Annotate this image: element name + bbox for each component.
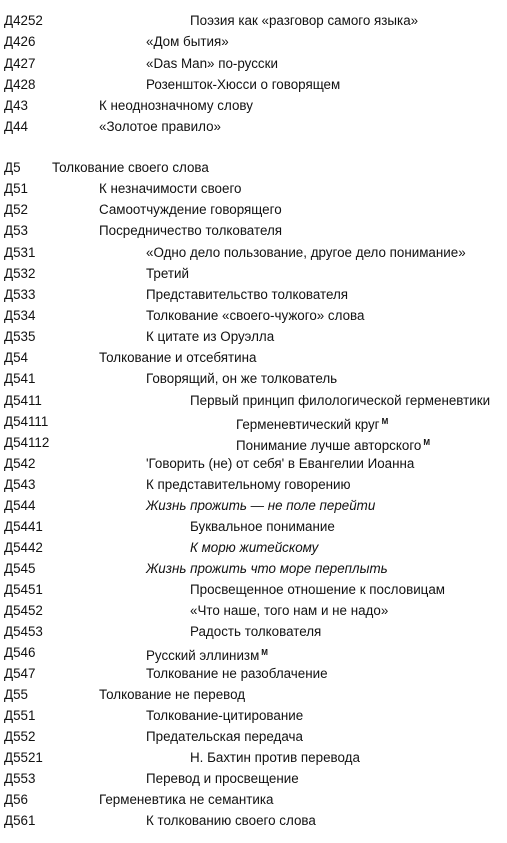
toc-entry-title-text: Толкование не разоблачение <box>146 666 328 681</box>
toc-entry <box>0 178 507 199</box>
toc-entry-title-text: Понимание лучше авторского <box>236 438 422 453</box>
toc-entry-title-text: Русский эллинизм <box>146 648 260 663</box>
toc-entry <box>0 157 507 178</box>
toc-entry-code: Д5521 <box>4 750 43 765</box>
toc-entry <box>0 326 507 347</box>
toc-entry-code: Д561 <box>4 813 36 828</box>
toc-entry-title <box>146 768 299 789</box>
toc-entry <box>0 95 507 116</box>
toc-entry-code: Д544 <box>4 498 36 513</box>
toc-entry <box>0 432 507 453</box>
toc-entry-code: Д534 <box>4 308 36 323</box>
toc-entry-title <box>99 199 282 220</box>
toc-entry-title <box>99 220 282 241</box>
toc-entry-title-text: Поэзия как «разговор самого языка» <box>190 13 419 28</box>
toc-entry <box>0 10 507 31</box>
toc-entry-title <box>190 579 445 600</box>
toc-entry-code: Д5411 <box>4 393 42 408</box>
toc-entry <box>0 53 507 74</box>
toc-entry-code: Д531 <box>4 245 36 260</box>
toc-entry-code: Д56 <box>4 792 28 807</box>
toc-entry <box>0 220 507 241</box>
toc-entry-title-text: Первый принцип филологической герменевтики <box>190 393 491 408</box>
toc-entry-title-text: К представительному говорению <box>146 477 351 492</box>
toc-entry-title-text: Третий <box>146 266 189 281</box>
toc-entry-title-text: Перевод и просвещение <box>146 771 299 786</box>
toc-entry-title-text: Радость толкователя <box>190 624 322 639</box>
toc-entry-title <box>52 157 209 178</box>
toc-entry-title <box>146 31 229 52</box>
toc-entry <box>0 558 507 579</box>
toc-entry-code: Д5451 <box>4 582 43 597</box>
toc-entry <box>0 242 507 263</box>
toc-entry-title <box>146 474 351 495</box>
toc-entry-code: Д428 <box>4 77 36 92</box>
toc-entry-title-text: Герменевтический круг <box>236 417 380 432</box>
toc-entry-title-text: К неоднозначному слову <box>99 98 253 113</box>
toc-entry <box>0 474 507 495</box>
toc-entry-code: Д5452 <box>4 603 43 618</box>
toc-entry <box>0 600 507 621</box>
toc-entry-title <box>146 305 364 326</box>
toc-entry-code: Д533 <box>4 287 36 302</box>
toc-entry <box>0 642 507 663</box>
toc-entry-title-text: Толкование «своего-чужого» слова <box>146 308 365 323</box>
toc-entry-code: Д545 <box>4 561 36 576</box>
toc-entry-code: Д427 <box>4 56 36 71</box>
toc-entry-title <box>146 663 328 684</box>
toc-entry-title <box>146 284 348 305</box>
toc-entry-title-text: «Одно дело пользование, другое дело понимание» <box>146 245 466 260</box>
toc-entry-code: Д5441 <box>4 519 43 534</box>
toc-entry-code: Д5442 <box>4 540 43 555</box>
toc-entry-code: Д426 <box>4 34 36 49</box>
toc-entry-title <box>190 600 388 621</box>
toc-entry-title <box>99 684 245 705</box>
toc-entry-code: Д551 <box>4 708 36 723</box>
toc-entry-title <box>146 495 375 516</box>
toc-entry-title-text: Просвещенное отношение к пословицам <box>190 582 446 597</box>
toc-entry-title <box>146 74 340 95</box>
toc-entry-code: Д553 <box>4 771 36 786</box>
toc-entry-code: Д5 <box>4 160 21 175</box>
toc-entry-title-text: 'Говорить (не) от себя' в Евангелии Иоанна <box>146 456 415 471</box>
toc-entry <box>0 768 507 789</box>
toc-entry <box>0 263 507 284</box>
toc-entry-title-text: К толкованию своего слова <box>146 813 316 828</box>
toc-entry-title-text: Толкование и отсебятина <box>99 350 257 365</box>
toc-entry-title <box>146 326 274 347</box>
toc-entry <box>0 621 507 642</box>
toc-entry-title <box>190 516 335 537</box>
toc-entry-title-text: Толкование своего слова <box>52 160 209 175</box>
toc-entry-title-text: К цитате из Оруэлла <box>146 329 275 344</box>
toc-entry-title-text: Розеншток-Хюсси о говорящем <box>146 77 341 92</box>
toc-entry-title-text: «Дом бытия» <box>146 34 229 49</box>
toc-entry-title <box>99 789 273 810</box>
toc-entry <box>0 516 507 537</box>
toc-entry-title-text: «Золотое правило» <box>99 119 221 134</box>
toc-entry <box>0 116 507 137</box>
toc-entry-title-text: «Что наше, того нам и не надо» <box>190 603 389 618</box>
toc-entry-title <box>99 347 256 368</box>
toc-entry-title-text: Жизнь прожить что море переплыть <box>146 561 388 576</box>
toc-entry-title-text: Буквальное понимание <box>190 519 335 534</box>
toc-entry-title-text: К незначимости своего <box>99 181 242 196</box>
toc-entry <box>0 453 507 474</box>
toc-entry-title <box>190 537 318 558</box>
toc-entry-mark: М <box>261 648 268 657</box>
toc-entry-title-text: Жизнь прожить — не поле перейти <box>146 498 376 513</box>
toc-entry <box>0 747 507 768</box>
toc-entry-title <box>146 53 278 74</box>
toc-entry-title-text: К морю житейскому <box>190 540 319 555</box>
toc-entry <box>0 495 507 516</box>
toc-entry-title <box>146 368 337 389</box>
toc-entry <box>0 705 507 726</box>
toc-entry-code: Д44 <box>4 119 28 134</box>
toc-entry-code: Д532 <box>4 266 36 281</box>
toc-entry-title-text: Н. Бахтин против перевода <box>190 750 360 765</box>
toc-entry-title <box>146 263 189 284</box>
toc-entry-code: Д43 <box>4 98 28 113</box>
toc-entry-title <box>99 178 241 199</box>
toc-entry-title <box>190 621 321 642</box>
toc-entry <box>0 726 507 747</box>
toc-entry-title <box>99 116 221 137</box>
toc-entry-title <box>99 95 253 116</box>
toc-entry-title-text: Толкование-цитирование <box>146 708 304 723</box>
toc-entry-code: Д4252 <box>4 13 43 28</box>
toc-entry-title-text: Самоотчуждение говорящего <box>99 202 282 217</box>
toc-entry-title-text: Толкование не перевод <box>99 687 246 702</box>
toc-entry <box>0 789 507 810</box>
toc-entry-title-text: Представительство толкователя <box>146 287 349 302</box>
toc-entry <box>0 368 507 389</box>
toc-entry-title <box>190 747 360 768</box>
toc-entry-code: Д53 <box>4 223 28 238</box>
toc-entry-code: Д541 <box>4 371 36 386</box>
toc-entry-title <box>146 242 466 263</box>
toc-entry <box>0 684 507 705</box>
toc-entry-code: Д52 <box>4 202 28 217</box>
toc-entry <box>0 411 507 432</box>
toc-entry-title-text: Герменевтика не семантика <box>99 792 274 807</box>
toc-entry <box>0 305 507 326</box>
toc-entry <box>0 579 507 600</box>
toc-entry-title <box>146 810 316 831</box>
toc-entry <box>0 810 507 831</box>
toc-entry-code: Д51 <box>4 181 28 196</box>
toc-entry-title-text: Предательская передача <box>146 729 303 744</box>
toc-entry-mark: М <box>423 438 431 447</box>
toc-entry-code: Д552 <box>4 729 36 744</box>
toc-entry <box>0 199 507 220</box>
toc-entry <box>0 390 507 411</box>
toc-entry-title-text: «Das Man» по-русски <box>146 56 278 71</box>
toc-entry-code: Д5453 <box>4 624 43 639</box>
toc-entry <box>0 284 507 305</box>
toc-entry-code: Д54112 <box>4 435 50 450</box>
toc-entry <box>0 31 507 52</box>
toc-entry-title <box>190 390 490 411</box>
toc-entry-code: Д543 <box>4 477 36 492</box>
toc-entry-title <box>146 453 414 474</box>
toc-entry-code: Д542 <box>4 456 36 471</box>
toc-entry-title <box>146 558 388 579</box>
toc-entry-title <box>146 726 303 747</box>
toc-entry-code: Д54 <box>4 350 28 365</box>
toc-entry-code: Д54111 <box>4 414 49 429</box>
toc-entry-title <box>146 705 303 726</box>
toc-entry-title-text: Посредничество толкователя <box>99 223 283 238</box>
toc-entry <box>0 537 507 558</box>
toc-entry-mark: М <box>381 417 389 426</box>
toc-entry <box>0 347 507 368</box>
toc-entry <box>0 74 507 95</box>
toc-entry-title <box>190 10 418 31</box>
toc-entry-code: Д546 <box>4 645 36 660</box>
toc-entry-code: Д547 <box>4 666 36 681</box>
toc-entry-code: Д535 <box>4 329 36 344</box>
toc-entry <box>0 663 507 684</box>
toc-entry-title-text: Говорящий, он же толкователь <box>146 371 338 386</box>
toc-entry-code: Д55 <box>4 687 28 702</box>
